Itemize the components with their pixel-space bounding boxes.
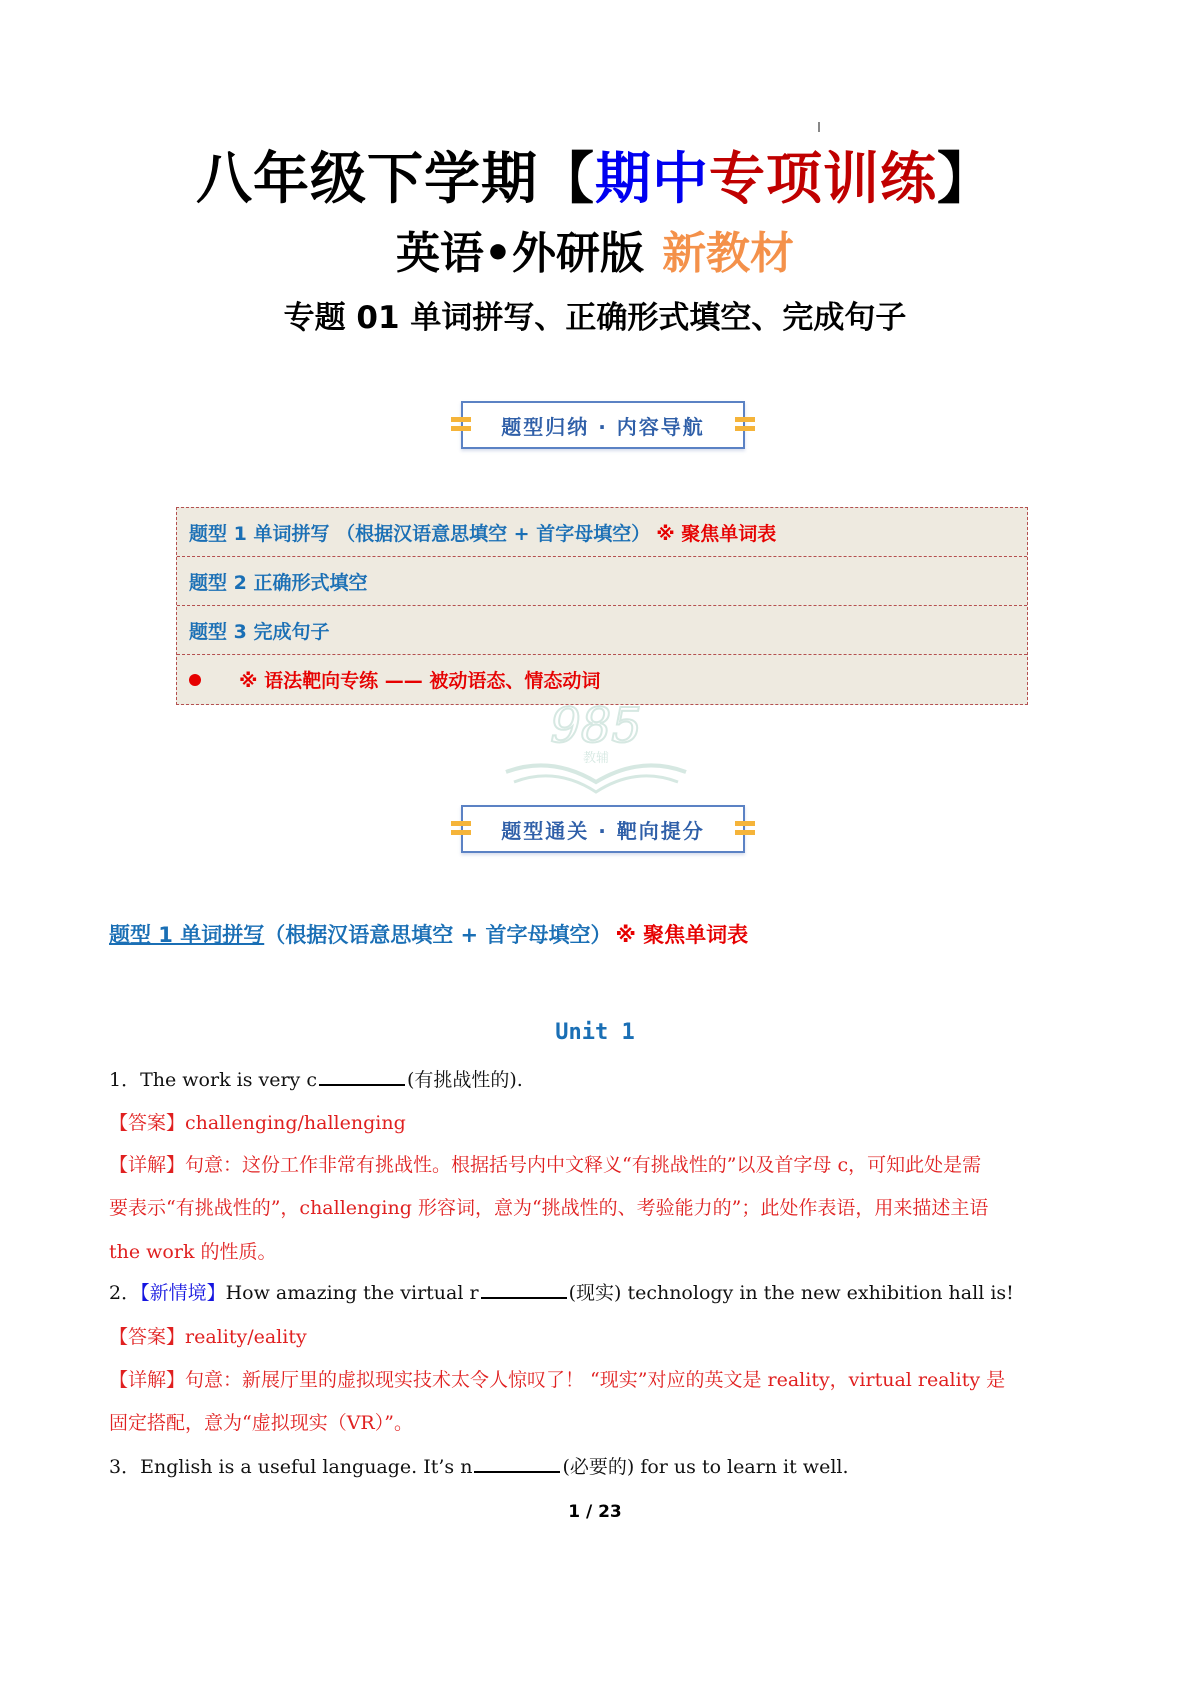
answer-label: 【答案】 <box>109 1326 186 1348</box>
answer-blank[interactable] <box>481 1279 567 1299</box>
answer-value: challenging/hallenging <box>185 1112 406 1134</box>
toc-row-label: 题型 2 正确形式填空 <box>189 571 368 594</box>
toc-row-label: 题型 3 完成句子 <box>189 620 330 643</box>
explanation-2-line-1: 【详解】句意：新展厅里的虚拟现实技术太令人惊叹了！ “现实”对应的英文是 reality，virtual reality 是 <box>109 1369 1006 1391</box>
stray-mark <box>818 122 820 132</box>
question-hint: (必要的) for us to learn it well. <box>562 1456 849 1478</box>
document-subtitle <box>0 228 1190 280</box>
question-3 <box>109 1453 1099 1481</box>
watermark-logo-icon <box>486 700 706 800</box>
toc-row-type-1[interactable] <box>177 508 1027 557</box>
answer-label: 【答案】 <box>109 1112 186 1134</box>
table-of-contents <box>176 507 1028 705</box>
nav-banner-content-navigation <box>461 401 745 449</box>
svg-text:985: 985 <box>550 700 642 754</box>
section-heading-link[interactable]: 题型 1 单词拼写 <box>109 923 265 947</box>
section-heading <box>109 920 748 950</box>
toc-row-grammar[interactable] <box>177 655 1027 704</box>
nav-banner-practice <box>461 805 745 853</box>
title-prefix: 八年级下学期【 <box>196 147 595 212</box>
question-2 <box>109 1279 1099 1307</box>
topic-heading: 专题 01 单词拼写、正确形式填空、完成句子 <box>283 300 907 336</box>
question-number: 2． <box>109 1282 141 1304</box>
title-suffix: 】 <box>937 147 994 212</box>
answer-blank[interactable] <box>319 1066 405 1086</box>
document-title <box>0 148 1190 212</box>
title-red-text: 专项训练 <box>709 147 937 212</box>
page-number: 1 / 23 <box>568 1502 622 1522</box>
section-heading-highlight: ※ 聚焦单词表 <box>615 923 749 947</box>
explanation-1-line-3: the work 的性质。 <box>109 1241 277 1263</box>
question-hint: (现实) technology in the new exhibition hall is! <box>568 1282 1014 1304</box>
subtitle-new-edition: 新教材 <box>662 228 795 279</box>
question-text: How amazing the virtual r <box>225 1282 479 1304</box>
question-hint: (有挑战性的). <box>406 1069 523 1091</box>
question-text: 3．English is a useful language. It’s n <box>109 1456 473 1478</box>
banner-tab-right-icon <box>735 821 755 837</box>
svg-text:教辅: 教辅 <box>582 751 610 766</box>
nav-banner-label: 题型归纳 · 内容导航 <box>501 414 705 439</box>
answer-2 <box>109 1323 1099 1351</box>
answer-value: reality/eality <box>185 1326 307 1348</box>
toc-row-type-2[interactable] <box>177 557 1027 606</box>
explanation-2-line-2: 固定搭配，意为“虚拟现实（VR）”。 <box>109 1412 413 1434</box>
banner-tab-left-icon <box>451 417 471 433</box>
question-1 <box>109 1066 1099 1094</box>
banner-tab-left-icon <box>451 821 471 837</box>
nav-banner-label: 题型通关 · 靶向提分 <box>501 818 705 843</box>
question-text: 1．The work is very c <box>109 1069 317 1091</box>
answer-1 <box>109 1109 1099 1137</box>
answer-blank[interactable] <box>474 1453 560 1473</box>
toc-row-highlight: ※ 聚焦单词表 <box>656 522 777 545</box>
toc-row-type-3[interactable] <box>177 606 1027 655</box>
explanation-1-line-2: 要表示“有挑战性的”，challenging 形容词，意为“挑战性的、考验能力的”；此处作表语，用来描述主语 <box>109 1197 989 1219</box>
section-heading-desc: （根据汉语意思填空 + 首字母填空） <box>264 923 612 947</box>
toc-row-label: 题型 1 单词拼写 （根据汉语意思填空 + 首字母填空） <box>189 522 651 545</box>
explanation-1-line-1: 【详解】句意：这份工作非常有挑战性。根据括号内中文释义“有挑战性的”以及首字母 c，可知此处是需 <box>109 1154 982 1176</box>
toc-row-highlight: ※ 语法靶向专练 —— 被动语态、情态动词 <box>239 670 601 692</box>
new-context-tag: 【新情境】 <box>140 1282 226 1304</box>
unit-heading: Unit 1 <box>555 1020 635 1045</box>
bullet-icon <box>189 674 201 686</box>
title-blue-text: 期中 <box>595 147 709 212</box>
subtitle-main: 英语•外研版 <box>395 228 645 279</box>
banner-tab-right-icon <box>735 417 755 433</box>
